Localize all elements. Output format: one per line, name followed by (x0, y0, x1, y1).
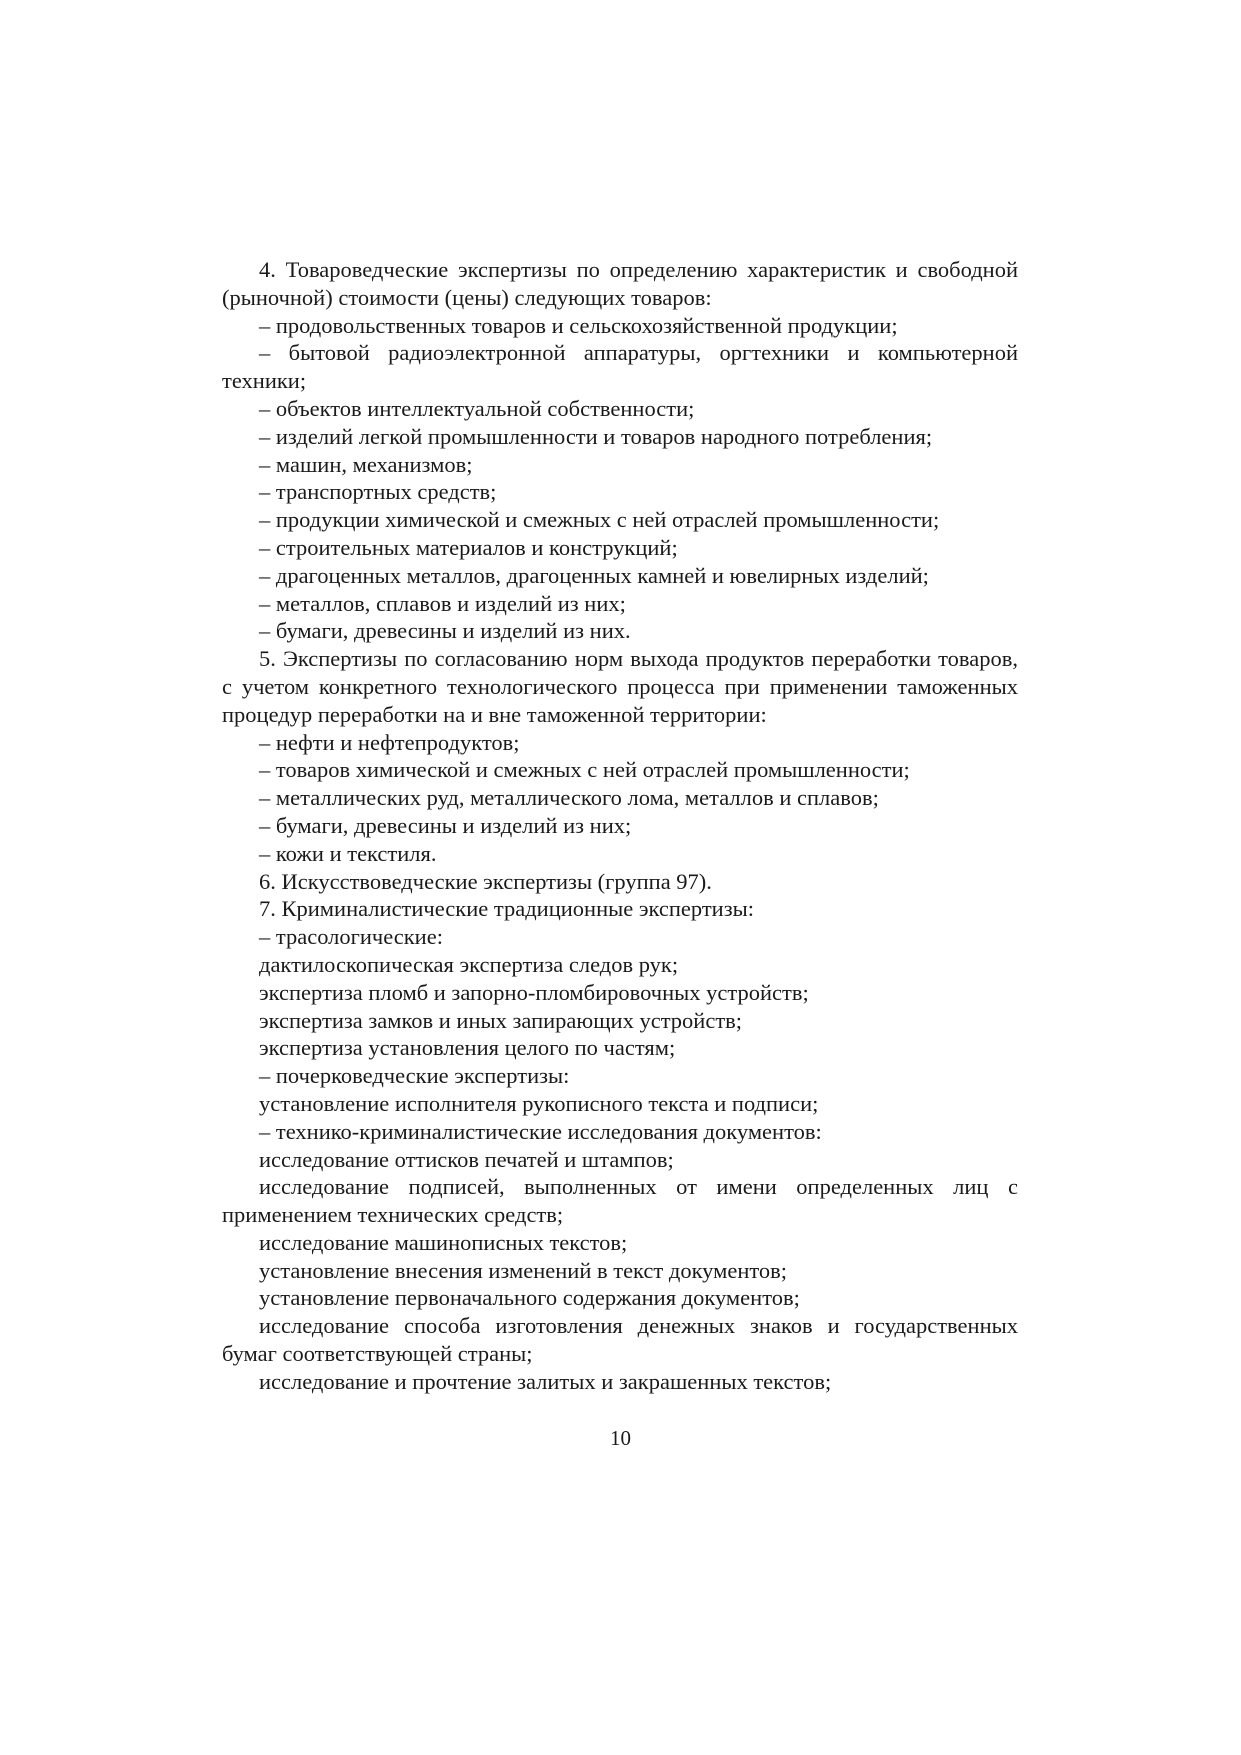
list-item: – продукции химической и смежных с ней отраслей промышленности; (259, 507, 940, 533)
page-body-text (222, 256, 1018, 1396)
list-item: – объектов интеллектуальной собственности; (259, 395, 695, 421)
list-item: – транспортных средств; (259, 479, 497, 505)
paragraph: установление внесения изменений в текст документов; (259, 1257, 788, 1283)
page-number: 10 (610, 1426, 631, 1450)
paragraph: 7. Криминалистические традиционные экспертизы: (259, 896, 754, 922)
list-item: – кожи и текстиля. (259, 840, 437, 866)
list-item: – драгоценных металлов, драгоценных камней и ювелирных изделий; (259, 562, 929, 588)
paragraph: установление исполнителя рукописного текста и подписи; (259, 1090, 819, 1116)
list-item: – металлов, сплавов и изделий из них; (259, 590, 626, 616)
paragraph: дактилоскопическая экспертиза следов рук; (259, 951, 679, 977)
list-item: – бытовой радиоэлектронной аппаратуры, оргтехники и компьютерной техники; (222, 340, 1018, 394)
paragraph: исследование оттисков печатей и штампов; (259, 1146, 674, 1172)
list-item: – нефти и нефтепродуктов; (259, 729, 520, 755)
paragraph: экспертиза пломб и запорно-пломбировочных устройств; (259, 979, 809, 1005)
list-item: – изделий легкой промышленности и товаров народного потребления; (259, 423, 933, 449)
list-item: – почерковедческие экспертизы: (259, 1063, 570, 1089)
list-item: – строительных материалов и конструкций; (259, 534, 678, 560)
list-item: – машин, механизмов; (259, 451, 473, 477)
paragraph: 5. Экспертизы по согласованию норм выхода продуктов переработки товаров, с учетом конкретного технологического процесса при применении таможенных процедур переработки на и вне таможенной территории: (222, 646, 1018, 727)
paragraph: экспертиза замков и иных запирающих устройств; (259, 1007, 743, 1033)
list-item: – технико-криминалистические исследования документов: (259, 1118, 822, 1144)
list-item: – продовольственных товаров и сельскохозяйственной продукции; (259, 312, 898, 338)
list-item: – трасологические: (259, 924, 443, 950)
paragraph: исследование подписей, выполненных от имени определенных лиц с применением технических средств; (222, 1174, 1018, 1228)
paragraph: исследование способа изготовления денежных знаков и государственных бумаг соответствующей страны; (222, 1313, 1018, 1367)
paragraph: исследование и прочтение залитых и закрашенных текстов; (259, 1368, 832, 1394)
list-item: – бумаги, древесины и изделий из них; (259, 812, 632, 838)
list-item: – товаров химической и смежных с ней отраслей промышленности; (259, 757, 910, 783)
paragraph: экспертиза установления целого по частям; (259, 1035, 676, 1061)
paragraph: установление первоначального содержания документов; (259, 1285, 800, 1311)
list-item: – бумаги, древесины и изделий из них. (259, 618, 631, 644)
paragraph: 6. Искусствоведческие экспертизы (группа 97). (259, 868, 712, 894)
paragraph: 4. Товароведческие экспертизы по определению характеристик и свободной (рыночной) стоимости (цены) следующих товаров: (222, 257, 1018, 310)
paragraph: исследование машинописных текстов; (259, 1229, 628, 1255)
list-item: – металлических руд, металлического лома, металлов и сплавов; (259, 785, 879, 811)
